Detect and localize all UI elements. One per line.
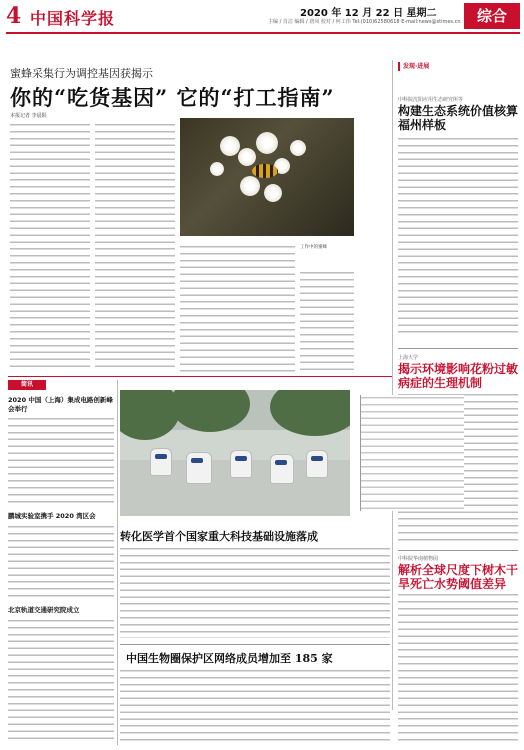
right-story2-title: 揭示环境影响花粉过敏病症的生理机制: [398, 362, 519, 390]
brief-item1-body: [8, 416, 114, 506]
brief-item2-body: [8, 524, 114, 600]
main-article-col-2: [95, 122, 175, 372]
brief-item2-title: 鹏城实验室携手 2020 湾区会: [8, 512, 96, 520]
right-story3-title: 解析全球尺度下树木干旱死亡水势阈值差异: [398, 563, 519, 591]
issue-date: 2020 年 12 月 22 日 星期二: [300, 8, 437, 19]
bee-photo: [180, 118, 354, 236]
bottom-article-title: 中国生物圈保护区网络成员增加至 185 家: [126, 652, 333, 665]
right-story1-title: 构建生态系统价值核算福州样板: [398, 104, 519, 132]
editor-info: 主编 / 肖洁 编辑 / 唐凤 校对 / 何工伟 Tel:(010)62580618 E-mail:news@stimes.cn: [268, 19, 461, 25]
section-divider: [8, 376, 392, 377]
mid-divider: [120, 644, 390, 645]
bee-photo-caption: 工作中的蜜蜂: [300, 245, 327, 250]
main-article-col-3: [180, 244, 295, 372]
right-story1-kicker: 中科院沈阳应用生态研究所等: [398, 97, 464, 103]
column-divider: [392, 60, 393, 710]
brief-item3-body: [8, 618, 114, 742]
robot-photo-caption: [360, 395, 464, 511]
main-kicker: 蜜蜂采集行为调控基因获揭示: [10, 67, 153, 80]
brief-news-label: 简讯: [8, 380, 46, 390]
main-headline: 你的“吃货基因” 它的“打工指南”: [10, 85, 335, 110]
right-section-tag: 发现·进展: [398, 62, 518, 71]
left-column-divider: [117, 380, 118, 745]
right-story1-body: [398, 136, 518, 336]
mid-article-body: [120, 546, 390, 638]
brief-item3-title: 北京轨道交通研究院成立: [8, 606, 80, 614]
main-article-col-1: [10, 122, 90, 372]
right-divider-1: [398, 348, 518, 349]
bottom-article-body: [120, 668, 390, 744]
right-story3-kicker: 中科院华南植物园: [398, 556, 439, 562]
section-label: 综合: [464, 3, 520, 29]
right-story3-body: [398, 592, 518, 742]
mid-article-title: 转化医学首个国家重大科技基础设施落成: [120, 530, 318, 543]
right-story2-kicker: 上海大学: [398, 355, 419, 361]
page-number: 4: [6, 3, 22, 29]
brief-item1-title: 2020 中国（上海）集成电路创新峰会举行: [8, 396, 113, 413]
main-byline: 本报记者 李晨阳: [10, 113, 47, 119]
main-article-col-5: [300, 270, 354, 372]
header-rule: [6, 32, 520, 34]
right-divider-2: [398, 550, 518, 551]
newspaper-logo: 中国科学报: [30, 9, 116, 28]
robot-street-photo: [120, 390, 350, 516]
